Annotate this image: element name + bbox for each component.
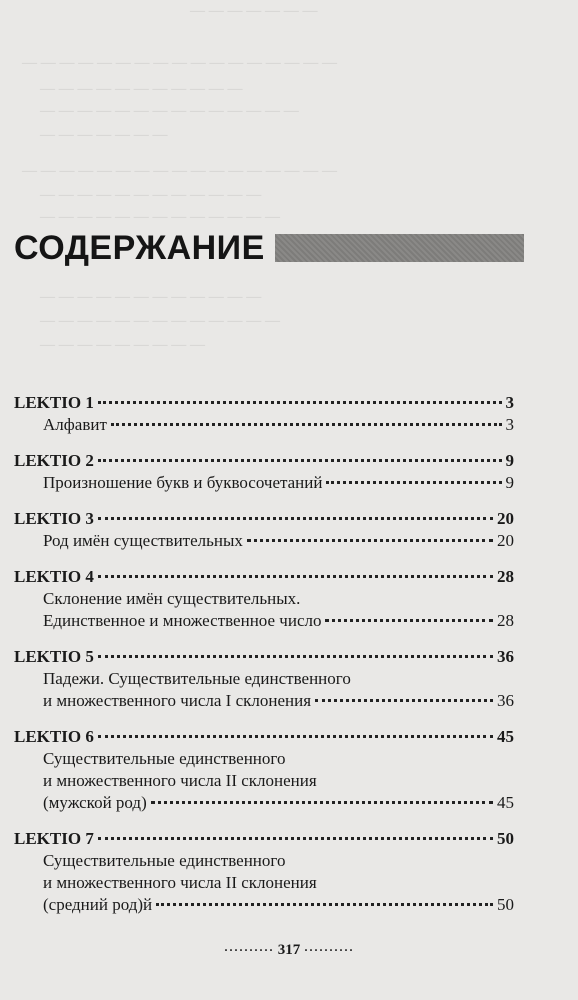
- page-number: 28: [497, 567, 514, 586]
- lesson-title: LEKTIO 4: [14, 567, 94, 586]
- toc-entry: [14, 566, 514, 632]
- page-number: 45: [497, 727, 514, 746]
- leader-dots: [98, 575, 493, 578]
- toc-entry-heading[interactable]: [14, 450, 514, 472]
- leader-dots: [247, 539, 493, 542]
- leader-dots: [98, 401, 502, 404]
- toc-entry-description: [14, 472, 514, 494]
- lesson-title: LEKTIO 3: [14, 509, 94, 528]
- toc-entry-description: [14, 894, 514, 916]
- lesson-description-line: (мужской род): [43, 793, 147, 812]
- toc-entry: [14, 508, 514, 552]
- lesson-description-line: и множественного числа I склонения: [43, 691, 312, 710]
- toc-entry-description: [14, 414, 514, 436]
- lesson-description-line: и множественного числа II склонения: [43, 873, 317, 892]
- footer-page-number: 317: [277, 942, 301, 958]
- lesson-description-line: и множественного числа II склонения: [43, 771, 317, 790]
- page-number: 50: [497, 829, 514, 848]
- leader-dots: [98, 655, 493, 658]
- lesson-description-line: Существительные единственного: [43, 851, 286, 870]
- leader-dots: [98, 837, 493, 840]
- toc-entry-description: [14, 690, 514, 712]
- page-number: 9: [505, 451, 514, 470]
- toc-entry-description: [14, 530, 514, 552]
- lesson-title: LEKTIO 6: [14, 727, 94, 746]
- toc-entry: [14, 646, 514, 712]
- toc-entry: [14, 828, 514, 916]
- leader-dots: [98, 517, 493, 520]
- leader-dots: [98, 735, 493, 738]
- page-footer: [0, 942, 578, 959]
- page-number: 45: [497, 793, 514, 812]
- toc-entry: [14, 450, 514, 494]
- lesson-description-line: Падежи. Существительные единственного: [43, 669, 351, 688]
- lesson-title: LEKTIO 1: [14, 393, 94, 412]
- leader-dots: [98, 459, 502, 462]
- contents-heading-row: [14, 228, 524, 268]
- page-number: 28: [497, 611, 514, 630]
- page-number: 36: [497, 647, 514, 666]
- page-number: 50: [497, 895, 514, 914]
- toc-entry-description: [14, 610, 514, 632]
- toc-entry-heading[interactable]: [14, 726, 514, 748]
- page-number: 36: [497, 691, 514, 710]
- toc-entry: [14, 726, 514, 814]
- lesson-description-line: Существительные единственного: [43, 749, 286, 768]
- toc-entry-heading[interactable]: [14, 508, 514, 530]
- page-number: 3: [505, 415, 514, 434]
- lesson-title: LEKTIO 2: [14, 451, 94, 470]
- leader-dots: [156, 903, 493, 906]
- leader-dots: [326, 481, 501, 484]
- lesson-description-line: (средний род)й: [43, 895, 153, 914]
- toc-entry: [14, 392, 514, 436]
- page-number: 9: [505, 473, 514, 492]
- toc-entry-heading[interactable]: [14, 566, 514, 588]
- lesson-title: LEKTIO 5: [14, 647, 94, 666]
- page-number: 3: [505, 393, 514, 412]
- contents-heading: СОДЕРЖАНИЕ: [14, 228, 265, 267]
- footer-dots-left: ··········: [223, 943, 274, 958]
- leader-dots: [325, 619, 493, 622]
- lesson-description-line: Склонение имён существительных.: [43, 589, 301, 608]
- bleed-through-text: — — — — — — — — — — — — — — — — — — — — — — — — — — — — — — — — — — — — — — — — — — — — — — — — — — — — — — — — — — — — — — — — — — — — — — — — — — — — — — — — — — — — — — — — — — — — — — — — — — — — — — — — — — — — — — — — — — — — — — — — — — — — — — — — — — — —: [22, 3, 337, 353]
- leader-dots: [111, 423, 502, 426]
- toc-entry-heading[interactable]: [14, 646, 514, 668]
- heading-decorative-bar: [275, 234, 524, 262]
- leader-dots: [151, 801, 493, 804]
- page-number: 20: [497, 531, 514, 550]
- lesson-description-line: Единственное и множественное число: [43, 611, 322, 630]
- lesson-title: LEKTIO 7: [14, 829, 94, 848]
- toc-entry-heading[interactable]: [14, 392, 514, 414]
- lesson-description-line: Род имён существительных: [43, 531, 243, 550]
- lesson-description-line: Алфавит: [43, 415, 107, 434]
- leader-dots: [315, 699, 493, 702]
- toc-entry-heading[interactable]: [14, 828, 514, 850]
- lesson-description-line: Произношение букв и буквосочетаний: [43, 473, 323, 492]
- page-number: 20: [497, 509, 514, 528]
- footer-dots-right: ··········: [304, 943, 355, 958]
- table-of-contents: [14, 392, 514, 930]
- toc-entry-description: [14, 792, 514, 814]
